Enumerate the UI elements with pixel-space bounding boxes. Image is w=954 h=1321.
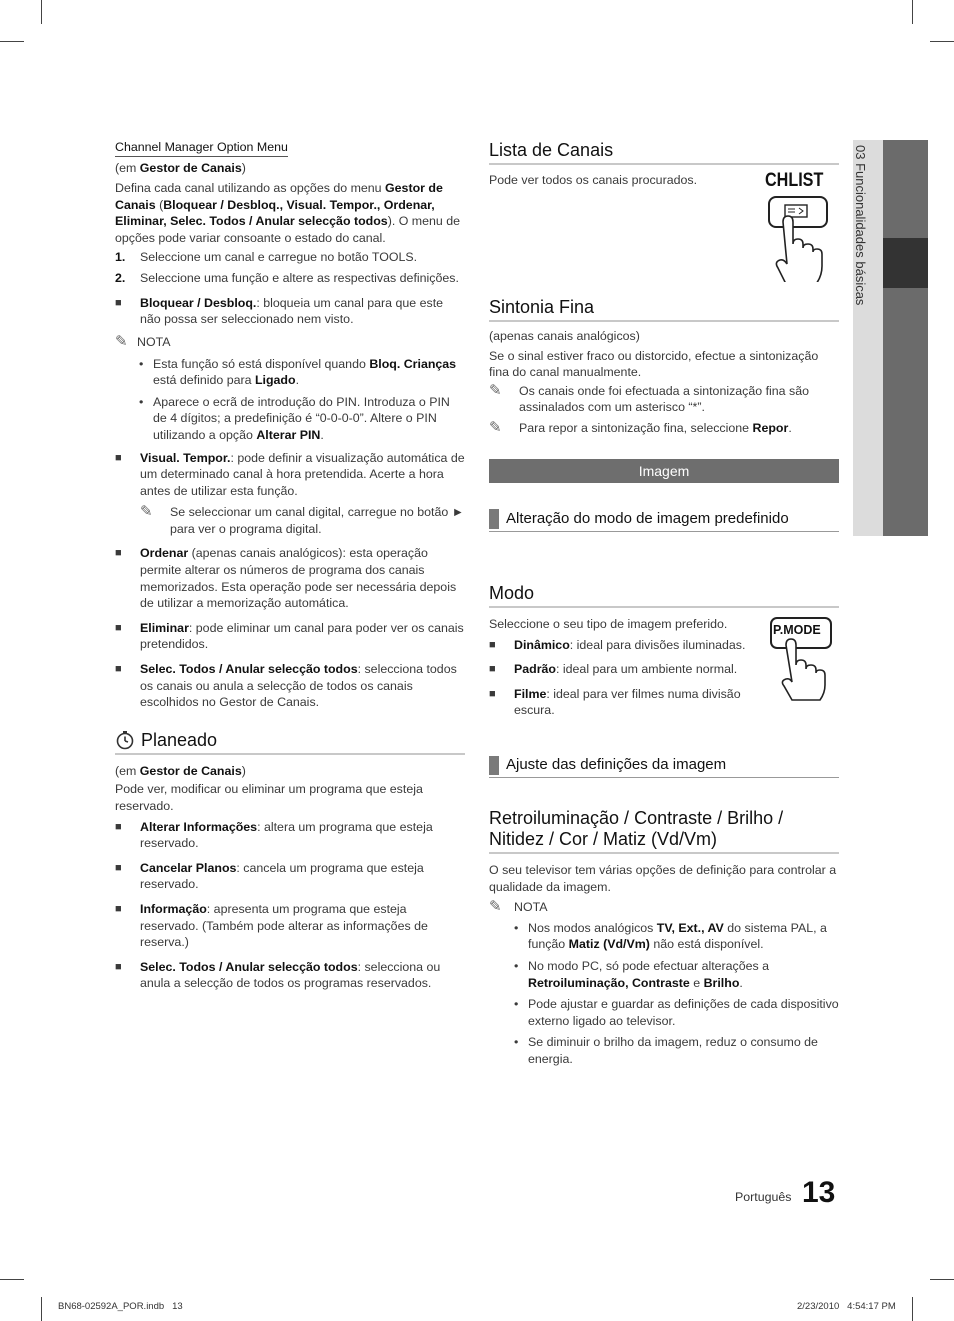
option-menu-title: Channel Manager Option Menu bbox=[115, 139, 288, 157]
crop-mark bbox=[41, 0, 42, 24]
visual-note: ✎ Se seleccionar um canal digital, carregue no botão ► para ver o programa digital. bbox=[140, 503, 464, 536]
planeado-context: (em Gestor de Canais) bbox=[115, 763, 246, 778]
note-item: • Se diminuir o brilho da imagem, reduz o consumo de energia. bbox=[514, 1035, 818, 1066]
step-2: 2. Seleccione uma função e altere as respectivas definições. bbox=[115, 271, 459, 286]
sintonia-section bbox=[489, 296, 839, 437]
page-number: 13 bbox=[802, 1176, 836, 1209]
left-column bbox=[115, 139, 465, 992]
bullet-padrao: ■ Padrão: ideal para um ambiente normal. bbox=[489, 662, 738, 677]
chlist-button-illustration bbox=[765, 170, 835, 282]
chlist-label: CHLIST bbox=[765, 170, 824, 191]
footer-language: Português bbox=[735, 1190, 792, 1204]
footer-date: 2/23/2010 4:54:17 PM bbox=[797, 1301, 896, 1312]
note-item: • Esta função só está disponível quando Bloq. Crianças está definido para Ligado. bbox=[139, 356, 457, 388]
ajuste-section bbox=[489, 755, 839, 778]
step-1: 1. Seleccione um canal e carregue no botão TOOLS. bbox=[115, 249, 418, 264]
bullet-eliminar: ■ Eliminar: pode eliminar um canal para poder ver os canais pretendidos. bbox=[115, 620, 464, 652]
sintonia-heading: Sintonia Fina bbox=[489, 296, 839, 322]
retro-heading: Retroiluminação / Contraste / Brilho / Nitidez / Cor / Matiz (Vd/Vm) bbox=[489, 808, 839, 854]
crop-mark bbox=[912, 0, 913, 24]
hand-pointer-icon bbox=[768, 627, 834, 702]
note-item: • Pode ajustar e guardar as definições de cada dispositivo externo ligado ao televisor. bbox=[514, 997, 839, 1028]
alteracao-section bbox=[489, 508, 839, 532]
bullet-visual: ■ Visual. Tempor.: pode definir a visualização automática de um determinado canal à hora pretendida. Acerte a hora antes de utilizar esta função. bbox=[115, 450, 465, 498]
crop-mark bbox=[0, 1279, 24, 1280]
note-item: • No modo PC, só pode efectuar alterações a Retroiluminação, Contraste e Brilho. bbox=[514, 958, 770, 990]
pencil-note-icon: ✎ bbox=[489, 381, 502, 399]
bullet-alterar: ■ Alterar Informações: altera um programa que esteja reservado. bbox=[115, 819, 433, 851]
pencil-note-icon: ✎ bbox=[140, 503, 153, 521]
footer-file-info: BN68-02592A_POR.indb 13 bbox=[58, 1301, 183, 1312]
sintonia-note: ✎ Os canais onde foi efectuada a sintonização fina são assinalados com um asterisco “*”. bbox=[489, 381, 809, 415]
option-menu-intro: Defina cada canal utilizando as opções do menu Gestor de Canais (Bloquear / Desbloq., Visual. Tempor., Ordenar, Eliminar, Selec. Todos / Anular selecção todos). O menu de opções pode variar consoante o estado do canal. bbox=[115, 181, 460, 245]
crop-mark bbox=[930, 41, 954, 42]
retro-text: O seu televisor tem várias opções de definição para controlar a qualidade da imagem. bbox=[489, 863, 837, 894]
hand-pointer-icon bbox=[765, 192, 835, 282]
section-bar-imagem: Imagem bbox=[489, 459, 839, 483]
pmode-button-illustration bbox=[768, 617, 834, 702]
crop-mark bbox=[912, 1297, 913, 1321]
ajuste-heading: Ajuste das definições da imagem bbox=[489, 755, 839, 778]
modo-heading: Modo bbox=[489, 582, 839, 608]
bullet-filme: ■ Filme: ideal para ver filmes numa divisão escura. bbox=[489, 686, 741, 718]
planeado-heading: Planeado bbox=[115, 729, 465, 755]
pencil-note-icon: ✎ bbox=[489, 418, 502, 436]
modo-text: Seleccione o seu tipo de imagem preferido. bbox=[489, 617, 728, 631]
note-item: • Aparece o ecrã de introdução do PIN. Introduza o PIN de 4 dígitos; a predefinição é “0-0-0-0”. Altere o PIN utilizando a opção Alterar PIN. bbox=[139, 394, 450, 442]
chapter-tab-label: 03 Funcionalidades básicas bbox=[853, 145, 868, 306]
crop-mark bbox=[0, 41, 24, 42]
note-heading: ✎ NOTA bbox=[489, 898, 548, 916]
bullet-selec-planos: ■ Selec. Todos / Anular selecção todos: selecciona ou anula a selecção de todos os programas reservados. bbox=[115, 959, 441, 991]
bullet-bloquear: ■ Bloquear / Desbloq.: bloqueia um canal para que este não possa ser seleccionado nem visto. bbox=[115, 295, 444, 327]
bullet-ordenar: ■ Ordenar (apenas canais analógicos): esta operação permite alterar os números de programa dos canais memorizados. Esta operação pode ser necessária depois de utilizar a memorização automática. bbox=[115, 546, 457, 611]
note-heading: ✎ NOTA bbox=[115, 332, 171, 350]
crop-mark bbox=[930, 1279, 954, 1280]
bullet-cancelar: ■ Cancelar Planos: cancela um programa que esteja reservado. bbox=[115, 860, 424, 892]
pencil-note-icon: ✎ bbox=[115, 332, 128, 350]
sintonia-note: ✎ Para repor a sintonização fina, seleccione Repor. bbox=[489, 418, 792, 436]
clock-icon bbox=[115, 730, 135, 750]
lista-heading: Lista de Canais bbox=[489, 139, 839, 165]
crop-mark bbox=[41, 1297, 42, 1321]
option-menu-context: (em Gestor de Canais) bbox=[115, 160, 246, 175]
lista-text: Pode ver todos os canais procurados. bbox=[489, 173, 698, 187]
bullet-informacao: ■ Informação: apresenta um programa que esteja reservado. (Também pode alterar as informações de reserva.) bbox=[115, 901, 428, 950]
sintonia-text: Se o sinal estiver fraco ou distorcido, efectue a sintonização fina do canal manualmente. bbox=[489, 348, 819, 380]
pmode-label: P.MODE bbox=[773, 623, 821, 637]
pencil-note-icon: ✎ bbox=[489, 898, 502, 916]
alteracao-heading: Alteração do modo de imagem predefinido bbox=[489, 508, 839, 532]
note-item: • Nos modos analógicos TV, Ext., AV do sistema PAL, a função Matiz (Vd/Vm) não está disponível. bbox=[514, 920, 827, 952]
planeado-intro: Pode ver, modificar ou eliminar um programa que esteja reservado. bbox=[115, 782, 423, 813]
sintonia-sub: (apenas canais analógicos) bbox=[489, 329, 640, 343]
bullet-selec: ■ Selec. Todos / Anular selecção todos: selecciona todos os canais ou anula a selecção de todos os canais escolhidos no Gestor de Canais. bbox=[115, 662, 457, 710]
bullet-dinamico: ■ Dinâmico: ideal para divisões iluminadas. bbox=[489, 637, 746, 652]
retro-section bbox=[489, 808, 839, 1068]
